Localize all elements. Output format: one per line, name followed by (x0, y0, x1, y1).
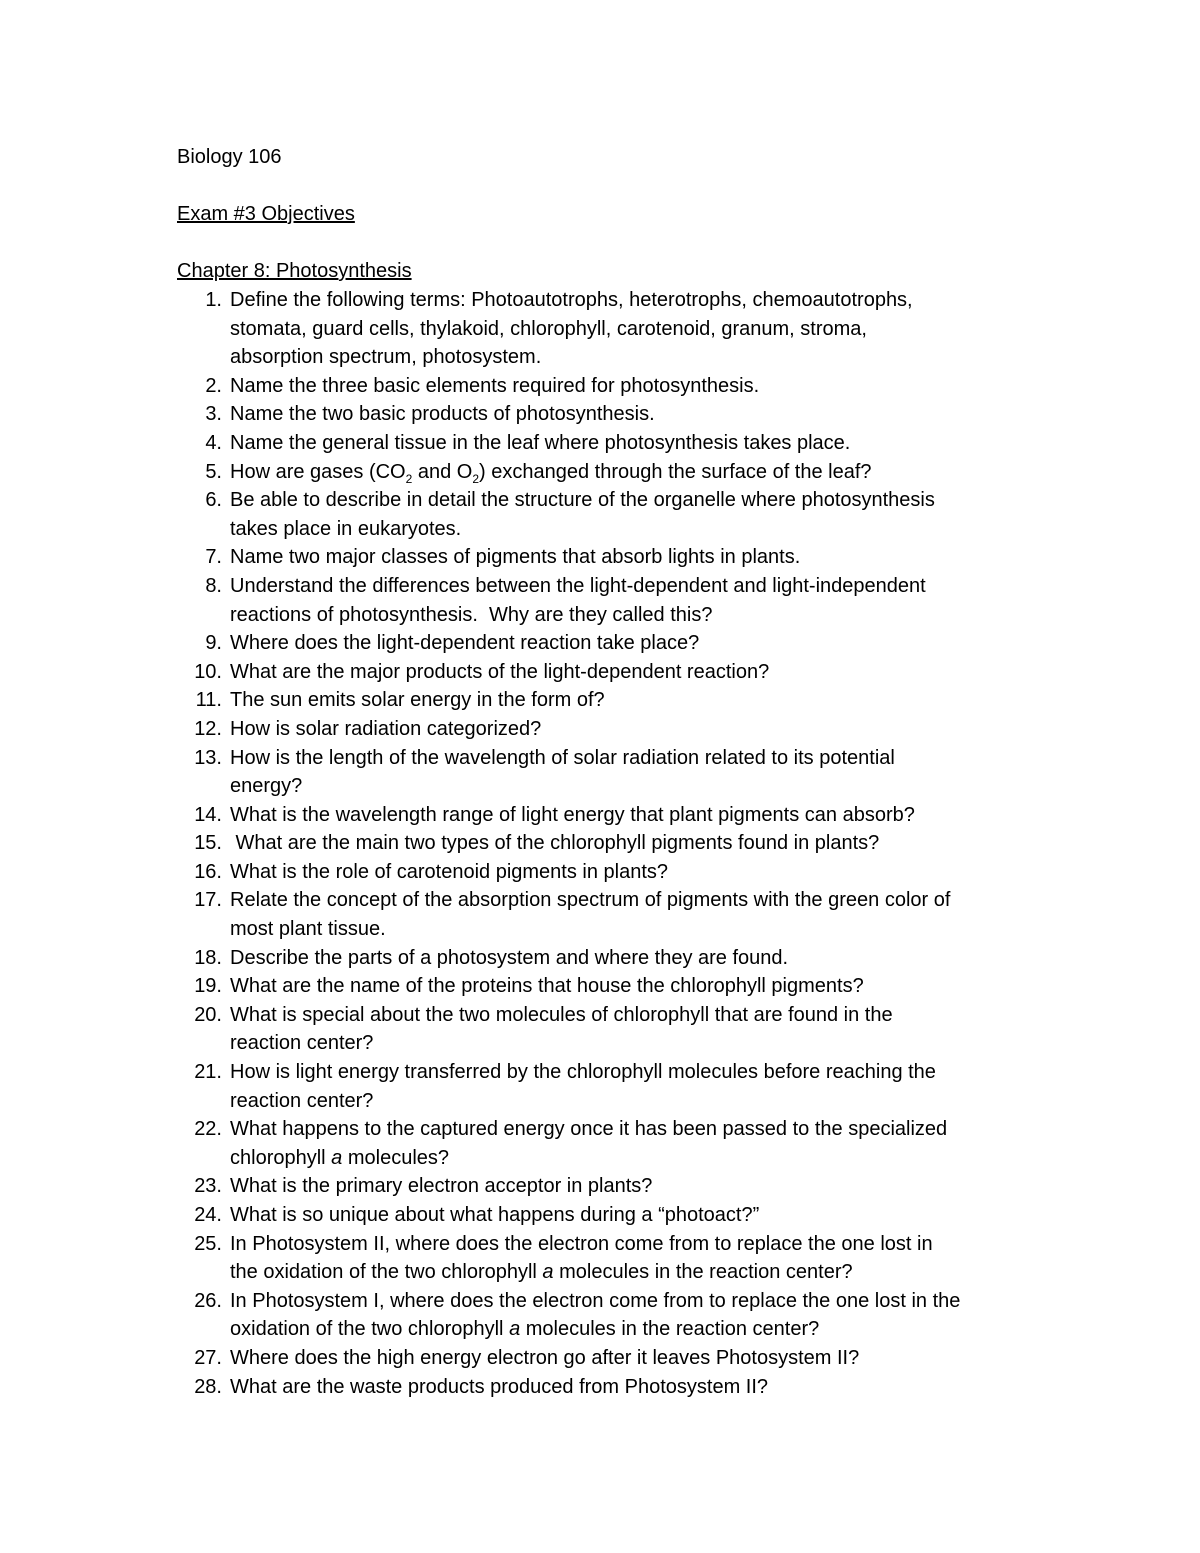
objective-text: Relate the concept of the absorption spectrum of pigments with the green color of (230, 889, 951, 912)
objective-number: 25. (194, 1232, 222, 1255)
objective-item (177, 572, 1057, 629)
objective-text: Where does the light-dependent reaction take place? (230, 632, 700, 655)
objective-number: 4. (205, 431, 222, 454)
objective-text: How are gases ($CO_2$ and $O_2$) exchanged through the surface of the leaf? (230, 460, 872, 486)
objective-number: 5. (205, 460, 222, 483)
objective-text: chlorophyll a molecules? (230, 1146, 450, 1169)
objective-number: 24. (194, 1204, 222, 1226)
objective-number: 14. (194, 803, 222, 826)
objective-item (177, 658, 1057, 687)
objective-item (177, 400, 1057, 429)
objective-item (177, 458, 1057, 487)
objective-text: Name the general tissue in the leaf where photosynthesis takes place. (230, 431, 851, 454)
objective-text: reactions of photosynthesis. Why are they called this? (230, 603, 713, 626)
objective-number: 18. (194, 946, 222, 969)
objective-text: energy? (230, 775, 303, 798)
objective-item (177, 429, 1057, 458)
objective-number: 6. (205, 489, 222, 512)
italic-a: a (331, 1146, 343, 1169)
objective-number: 21. (194, 1061, 222, 1084)
objective-number: 9. (205, 632, 222, 655)
objective-text: oxidation of the two chlorophyll a molecules in the reaction center? (230, 1318, 820, 1341)
objective-item (177, 744, 1057, 801)
objective-text: In Photosystem I, where does the electron come from to replace the one lost in the (230, 1289, 961, 1312)
objective-item (177, 1115, 1057, 1172)
chapter-title: Chapter 8: Photosynthesis (177, 260, 412, 282)
objective-text: Where does the high energy electron go after it leaves Photosystem II? (230, 1346, 860, 1369)
objective-number: 7. (205, 546, 222, 569)
objective-text: most plant tissue. (230, 918, 386, 941)
objective-item (177, 944, 1057, 973)
italic-a: a (509, 1318, 521, 1341)
objective-text: How is light energy transferred by the chlorophyll molecules before reaching the (230, 1061, 936, 1084)
objective-item (177, 629, 1057, 658)
objective-number: 15. (194, 832, 222, 855)
objective-text: What is the wavelength range of light energy that plant pigments can absorb? (230, 803, 915, 826)
objective-text: What are the name of the proteins that house the chlorophyll pigments? (230, 975, 864, 998)
objective-item (177, 1058, 1057, 1115)
objective-text: the oxidation of the two chlorophyll a molecules in the reaction center? (230, 1261, 853, 1284)
subscript: 2 (405, 471, 413, 486)
objective-text: How is the length of the wavelength of solar radiation related to its potential (230, 746, 895, 769)
objective-text: Name two major classes of pigments that absorb lights in plants. (230, 546, 801, 569)
objective-number: 28. (194, 1375, 222, 1398)
objective-number: 13. (194, 746, 222, 769)
objective-text: What are the major products of the light-dependent reaction? (230, 660, 770, 683)
objective-item (177, 1287, 1057, 1344)
objective-number: 3. (205, 403, 222, 426)
objective-item (177, 886, 1057, 943)
objective-number: 8. (205, 574, 222, 597)
objective-text: Name the three basic elements required for photosynthesis. (230, 374, 760, 397)
objective-text: reaction center? (230, 1089, 374, 1112)
objective-item (177, 972, 1057, 1001)
objective-item (177, 686, 1057, 715)
objective-item (177, 1201, 1057, 1230)
subscript: 2 (472, 471, 480, 486)
objective-item (177, 1001, 1057, 1058)
objective-text: Name the two basic products of photosynthesis. (230, 403, 655, 426)
course-title: Biology 106 (177, 146, 282, 168)
objective-item (177, 715, 1057, 744)
objective-text: Describe the parts of a photosystem and where they are found. (230, 946, 789, 969)
objective-text: stomata, guard cells, thylakoid, chlorophyll, carotenoid, granum, stroma, (230, 317, 867, 340)
objective-number: 16. (194, 860, 222, 883)
objective-number: 22. (194, 1118, 222, 1141)
objective-item (177, 1373, 1057, 1402)
objective-text: Be able to describe in detail the structure of the organelle where photosynthesis (230, 489, 935, 512)
objective-text: How is solar radiation categorized? (230, 717, 542, 740)
objective-number: 20. (194, 1003, 222, 1026)
objective-number: 12. (194, 717, 222, 740)
objective-item (177, 543, 1057, 572)
objective-number: 23. (194, 1175, 222, 1198)
objective-number: 26. (194, 1289, 222, 1312)
objective-number: 1. (205, 289, 222, 311)
italic-a: a (542, 1261, 554, 1284)
objective-item (177, 1172, 1057, 1201)
objective-item (177, 372, 1057, 401)
objective-item (177, 1344, 1057, 1373)
objective-item (177, 801, 1057, 830)
objective-text: takes place in eukaryotes. (230, 517, 462, 540)
objective-text: The sun emits solar energy in the form of? (230, 689, 605, 712)
objectives-list (177, 286, 1057, 1401)
objective-item (177, 486, 1057, 543)
objective-text: What is the role of carotenoid pigments in plants? (230, 860, 669, 883)
exam-title: Exam #3 Objectives (177, 203, 355, 225)
objective-text: What is so unique about what happens during a “photoact?” (230, 1204, 760, 1226)
objective-number: 2. (205, 374, 222, 397)
objective-number: 10. (194, 660, 222, 683)
objective-text: What are the main two types of the chlorophyll pigments found in plants? (230, 832, 880, 855)
objective-text: Understand the differences between the light-dependent and light-independent (230, 574, 926, 597)
objective-number: 19. (194, 975, 222, 998)
objective-number: 11. (195, 689, 222, 712)
objective-text: What happens to the captured energy once it has been passed to the specialized (230, 1118, 948, 1141)
objective-text: In Photosystem II, where does the electron come from to replace the one lost in (230, 1232, 933, 1255)
objective-text: What is special about the two molecules of chlorophyll that are found in the (230, 1003, 893, 1026)
objective-item (177, 829, 1057, 858)
objective-text: absorption spectrum, photosystem. (230, 346, 542, 369)
objective-text: reaction center? (230, 1032, 374, 1055)
objective-number: 17. (194, 889, 222, 912)
objective-text: What are the waste products produced from Photosystem II? (230, 1375, 769, 1398)
objective-text: What is the primary electron acceptor in plants? (230, 1175, 653, 1198)
objective-text: Define the following terms: Photoautotrophs, heterotrophs, chemoautotrophs, (230, 289, 913, 311)
objective-item (177, 286, 1057, 372)
objective-number: 27. (194, 1346, 222, 1369)
objective-item (177, 858, 1057, 887)
objective-item (177, 1230, 1057, 1287)
